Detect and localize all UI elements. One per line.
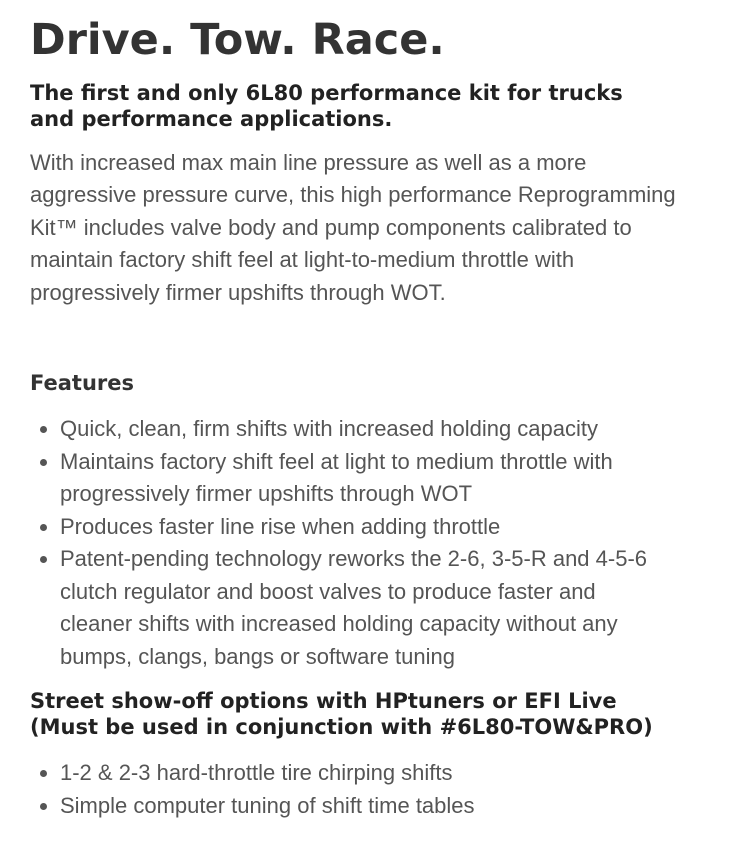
page-subtitle: The first and only 6L80 performance kit for trucks and performance applications. xyxy=(30,81,623,131)
list-item: Quick, clean, firm shifts with increased holding capacity xyxy=(30,413,670,446)
list-item: Produces faster line rise when adding throttle xyxy=(30,511,670,544)
list-item: Patent-pending technology reworks the 2-6, 3-5-R and 4-5-6 clutch regulator and boost valves to produce faster and cleaner shifts with increased holding capacity without any bumps, clangs, bangs or software tuning xyxy=(30,543,670,673)
features-heading: Features xyxy=(30,371,134,395)
list-item: Simple computer tuning of shift time tables xyxy=(30,790,670,823)
options-heading: Street show-off options with HPtuners or EFI Live (Must be used in conjunction with #6L80-TOW&PRO) xyxy=(30,689,653,739)
options-list xyxy=(30,757,670,822)
features-list xyxy=(30,413,670,673)
list-item: Maintains factory shift feel at light to medium throttle with progressively firmer upshifts through WOT xyxy=(30,446,670,511)
page-title: Drive. Tow. Race. xyxy=(30,15,445,65)
intro-paragraph: With increased max main line pressure as well as a more aggressive pressure curve, this high performance Reprogramming Kit™ includes valve body and pump components calibrated to maintain factory shift feel at light-to-medium throttle with progressively firmer upshifts through WOT. xyxy=(30,150,676,305)
list-item: 1-2 & 2-3 hard-throttle tire chirping shifts xyxy=(30,757,670,790)
